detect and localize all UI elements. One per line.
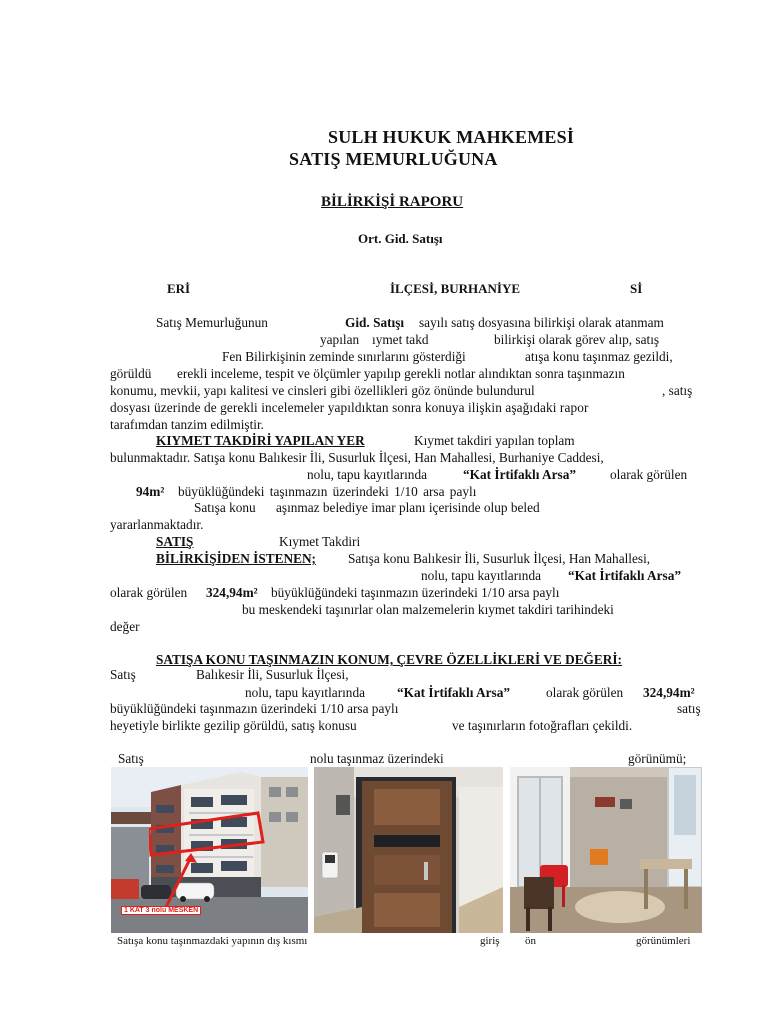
photos-header-a: Satış <box>118 751 144 766</box>
requested-line-1: Satışa konu Balıkesir İli, Susurluk İlçesi, Han Mahallesi, <box>348 551 651 566</box>
intro-line-4a: görüldü <box>110 366 152 381</box>
intro-line-3: Fen Bilirkişinin zeminde sınırlarını gösterdiği <box>222 349 466 364</box>
location-line-2a: nolu, tapu kayıtlarında <box>245 685 366 700</box>
requested-heading: BİLİRKİŞİDEN İSTENEN; <box>156 551 316 566</box>
intro-line-1a: Satış Memurluğunun <box>156 315 268 330</box>
photo-caption-a: Satışa konu taşınmazdaki yapının dış kısmı <box>117 935 308 947</box>
entrance-door-photo <box>314 767 503 933</box>
location-line-4b: ve taşınırların fotoğrafları çekildi. <box>452 718 633 733</box>
location-line-2d: 324,94m² <box>643 685 695 700</box>
requested-line-3b: 324,94m² <box>206 585 258 600</box>
location-heading: SATIŞA KONU TAŞINMAZIN KONUM, ÇEVRE ÖZELLİKLERİ VE DEĞERİ: <box>156 652 622 667</box>
photo-caption-c: ön <box>525 935 536 947</box>
report-title: BİLİRKİŞİ RAPORU <box>321 194 464 210</box>
valuation-place-line-4a: 94m² <box>136 484 165 499</box>
intro-line-2b: ıymet takd <box>372 332 429 347</box>
intro-line-3b: atışa konu taşınmaz gezildi, <box>525 349 673 364</box>
address-part-1: ERİ <box>167 281 191 296</box>
location-line-3a: büyüklüğündeki taşınmazın üzerindeki 1/10 arsa paylı <box>110 701 399 716</box>
intro-line-5b: , satış <box>662 383 693 398</box>
photos-header-b: nolu taşınmaz üzerindeki <box>310 751 444 766</box>
requested-line-3c: büyüklüğündeki taşınmazın üzerindeki 1/10 arsa paylı <box>271 585 560 600</box>
building-exterior-photo <box>111 767 308 933</box>
interior-room-image <box>510 767 702 933</box>
intro-line-1c: sayılı satış dosyasına bilirkişi olarak atanmam <box>419 315 664 330</box>
address-part-2: İLÇESİ, BURHANİYE <box>390 281 521 296</box>
valuation-place-line-3b: “Kat İrtifaklı Arsa” <box>463 467 577 482</box>
court-name: SULH HUKUK MAHKEMESİ <box>328 127 575 147</box>
intro-line-1b: Gid. Satışı <box>345 315 405 330</box>
valuation-place-line-2: bulunmaktadır. Satışa konu Balıkesir İli, Susurluk İlçesi, Han Mahallesi, Burhaniye Caddesi, <box>110 450 604 465</box>
valuation-place-line-3c: olarak görülen <box>610 467 688 482</box>
sale-text: Kıymet Takdiri <box>279 534 361 549</box>
valuation-place-line-5b: aşınmaz belediye imar planı içerisinde olup beled <box>276 500 540 515</box>
intro-line-4b: erekli inceleme, tespit ve ölçümler yapılıp gerekli notlar alındıktan sonra taşınmazın <box>177 366 625 381</box>
location-line-1b: Balıkesir İli, Susurluk İlçesi, <box>196 667 349 682</box>
intro-line-2a: yapılan <box>320 332 360 347</box>
requested-line-5: değer <box>110 619 140 634</box>
requested-line-3a: olarak görülen <box>110 585 188 600</box>
intro-line-6: dosyası üzerinde de gerekli incelemeler yapıldıktan sonra konuya ilişkin aşağıdaki rapor <box>110 400 589 415</box>
photo-caption-d: görünümleri <box>636 935 691 947</box>
address-part-3: Sİ <box>630 281 643 296</box>
location-line-4a: heyetiyle birlikte gezilip görüldü, satış konusu <box>110 718 357 733</box>
valuation-place-line-5a: Satışa konu <box>194 500 256 515</box>
report-subtitle: Ort. Gid. Satışı <box>358 231 443 246</box>
intro-line-2c: bilirkişi olarak görev alıp, satış <box>494 332 660 347</box>
valuation-place-line-4b: büyüklüğündeki taşınmazın üzerindeki 1/10 arsa paylı <box>178 484 477 499</box>
sale-heading <box>156 533 271 550</box>
location-line-1a: Satış <box>110 667 136 682</box>
photos-header-c: görünümü; <box>628 751 687 766</box>
intro-line-5a: konumu, mevkii, yapı kalitesi ve cinsleri gibi özellikleri göz önünde bulundurul <box>110 383 535 398</box>
photo-caption-b: giriş <box>480 935 500 947</box>
valuation-place-heading: KIYMET TAKDİRİ YAPILAN YER <box>156 433 365 448</box>
requested-line-2b: “Kat İrtifaklı Arsa” <box>568 568 682 583</box>
requested-line-2a: nolu, tapu kayıtlarında <box>421 568 542 583</box>
location-line-2c: olarak görülen <box>546 685 624 700</box>
sale-heading-text: SATIŞ <box>156 534 194 549</box>
mesken-label: 1 KAT 3 nolu MESKEN <box>121 906 201 915</box>
valuation-place-line-3a: nolu, tapu kayıtlarında <box>307 467 428 482</box>
location-line-2b: “Kat İrtifaklı Arsa” <box>397 685 511 700</box>
location-line-3b: satış <box>677 701 701 716</box>
intro-line-7: tarafımdan tanzim edilmiştir. <box>110 417 264 432</box>
valuation-place-line-1: Kıymet takdiri yapılan toplam <box>414 433 575 448</box>
valuation-place-line-6: yararlanmaktadır. <box>110 517 204 532</box>
interior-room-photo <box>510 767 702 933</box>
office-name: SATIŞ MEMURLUĞUNA <box>289 149 498 169</box>
entrance-door-image <box>314 767 503 933</box>
requested-line-4: bu meskendeki taşınırlar olan malzemelerin kıymet takdiri tarihindeki <box>242 602 614 617</box>
